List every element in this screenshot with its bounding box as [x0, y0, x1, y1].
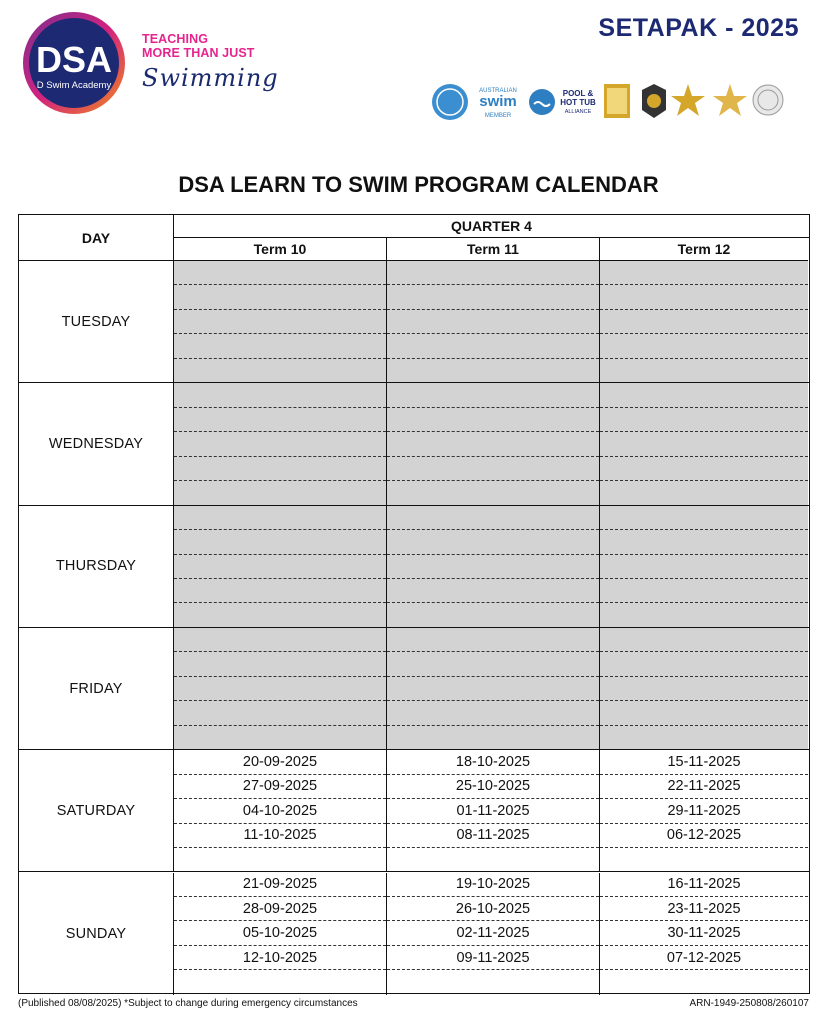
- session-date: [600, 408, 808, 432]
- term-cell: [174, 873, 386, 995]
- session-date: 29-11-2025: [600, 799, 808, 823]
- session-date: 05-10-2025: [174, 921, 386, 945]
- session-date: [387, 652, 599, 676]
- award-badges: [430, 80, 790, 124]
- session-date: [600, 261, 808, 285]
- session-date: 07-12-2025: [600, 946, 808, 970]
- session-date: 20-09-2025: [174, 750, 386, 774]
- session-date: [174, 970, 386, 994]
- pool-line3: ALLIANCE: [564, 109, 592, 115]
- session-date: [600, 383, 808, 407]
- session-date: [387, 701, 599, 725]
- session-date: [600, 359, 808, 383]
- unavailable-term-cell: [174, 261, 386, 382]
- member-line2: swim: [479, 93, 517, 110]
- unavailable-term-cell: [599, 261, 808, 382]
- session-date: [387, 457, 599, 481]
- session-date: [174, 383, 386, 407]
- session-date: 06-12-2025: [600, 824, 808, 848]
- term-cell: [174, 750, 386, 871]
- session-date: [387, 408, 599, 432]
- session-date: [600, 726, 808, 750]
- unavailable-term-cell: [599, 383, 808, 504]
- session-date: [174, 579, 386, 603]
- session-date: 18-10-2025: [387, 750, 599, 774]
- session-date: [174, 677, 386, 701]
- day-label: SUNDAY: [19, 873, 174, 995]
- session-date: [174, 555, 386, 579]
- session-date: 12-10-2025: [174, 946, 386, 970]
- session-date: [174, 432, 386, 456]
- term-header: Term 12: [599, 238, 808, 261]
- unavailable-term-cell: [386, 628, 599, 749]
- session-date: [600, 432, 808, 456]
- session-date: [174, 603, 386, 627]
- award-seal-icon: [432, 84, 468, 120]
- session-date: [387, 310, 599, 334]
- day-row: [19, 750, 809, 872]
- session-date: [600, 701, 808, 725]
- session-date: [600, 506, 808, 530]
- branch-title: SETAPAK - 2025: [598, 14, 799, 42]
- session-date: 15-11-2025: [600, 750, 808, 774]
- tagline-line2: MORE THAN JUST: [142, 46, 255, 60]
- logo-subtext: D Swim Academy: [36, 80, 112, 91]
- session-date: [387, 334, 599, 358]
- session-date: [174, 530, 386, 554]
- session-date: [600, 334, 808, 358]
- session-date: [174, 285, 386, 309]
- session-date: [387, 579, 599, 603]
- session-date: [174, 310, 386, 334]
- session-date: 30-11-2025: [600, 921, 808, 945]
- session-date: [600, 848, 808, 872]
- day-row: [19, 383, 809, 505]
- session-date: [174, 701, 386, 725]
- term-cell: [386, 750, 599, 871]
- session-date: [600, 285, 808, 309]
- term-header: Term 11: [386, 238, 599, 261]
- session-date: [600, 579, 808, 603]
- unavailable-term-cell: [174, 506, 386, 627]
- winner-award-badge: [642, 84, 666, 118]
- session-date: [174, 334, 386, 358]
- session-date: [174, 726, 386, 750]
- term-cell: [599, 750, 808, 871]
- day-row: [19, 261, 809, 383]
- session-date: [387, 530, 599, 554]
- day-row: [19, 628, 809, 750]
- unavailable-term-cell: [386, 506, 599, 627]
- member-line1: AUSTRALIAN: [479, 88, 517, 94]
- quarter-header: QUARTER 4: [174, 215, 809, 238]
- day-label: TUESDAY: [19, 261, 174, 382]
- day-header: DAY: [19, 215, 174, 261]
- tagline-line1: TEACHING: [142, 32, 209, 46]
- pool-line2: HOT TUB: [560, 98, 596, 107]
- tagline: [142, 32, 255, 60]
- session-date: [600, 555, 808, 579]
- session-date: [174, 652, 386, 676]
- session-date: 28-09-2025: [174, 897, 386, 921]
- session-date: [174, 359, 386, 383]
- session-date: [600, 481, 808, 505]
- session-date: [174, 261, 386, 285]
- session-date: 02-11-2025: [387, 921, 599, 945]
- page-title: DSA LEARN TO SWIM PROGRAM CALENDAR: [178, 172, 659, 197]
- award-seal-icon: [753, 85, 783, 115]
- day-label: SATURDAY: [19, 750, 174, 871]
- term-cell: [599, 873, 808, 995]
- session-date: [600, 652, 808, 676]
- session-date: [387, 603, 599, 627]
- member-line3: MEMBER: [484, 113, 512, 119]
- unavailable-term-cell: [174, 628, 386, 749]
- australian-swim-schools-member-badge: [479, 88, 517, 119]
- session-date: [387, 285, 599, 309]
- session-date: [387, 432, 599, 456]
- session-date: 16-11-2025: [600, 873, 808, 897]
- session-date: [387, 628, 599, 652]
- session-date: [387, 848, 599, 872]
- session-date: [387, 359, 599, 383]
- session-date: [600, 603, 808, 627]
- winner-award-badge: [604, 84, 630, 118]
- day-row: [19, 506, 809, 628]
- unavailable-term-cell: [174, 383, 386, 504]
- session-date: 11-10-2025: [174, 824, 386, 848]
- session-date: [600, 457, 808, 481]
- session-date: [387, 261, 599, 285]
- session-date: [600, 970, 808, 994]
- day-label: FRIDAY: [19, 628, 174, 749]
- session-date: 09-11-2025: [387, 946, 599, 970]
- session-date: 21-09-2025: [174, 873, 386, 897]
- session-date: 04-10-2025: [174, 799, 386, 823]
- session-date: 08-11-2025: [387, 824, 599, 848]
- session-date: [600, 310, 808, 334]
- program-calendar-table: [18, 214, 810, 994]
- day-label: WEDNESDAY: [19, 383, 174, 504]
- session-date: 26-10-2025: [387, 897, 599, 921]
- session-date: 27-09-2025: [174, 775, 386, 799]
- session-date: 19-10-2025: [387, 873, 599, 897]
- session-date: [387, 970, 599, 994]
- footer-reference: ARN-1949-250808/260107: [689, 998, 809, 1009]
- session-date: [387, 677, 599, 701]
- session-date: [387, 506, 599, 530]
- session-date: [174, 481, 386, 505]
- logo-text: DSA: [35, 39, 113, 80]
- unavailable-term-cell: [386, 383, 599, 504]
- day-label: THURSDAY: [19, 506, 174, 627]
- session-date: [600, 677, 808, 701]
- unavailable-term-cell: [599, 628, 808, 749]
- unavailable-term-cell: [386, 261, 599, 382]
- winner-star-badge: [671, 84, 705, 116]
- session-date: [387, 481, 599, 505]
- session-date: [600, 530, 808, 554]
- star-award-badge: [713, 84, 747, 116]
- session-date: 23-11-2025: [600, 897, 808, 921]
- session-date: [174, 506, 386, 530]
- term-header: Term 10: [174, 238, 386, 261]
- session-date: 22-11-2025: [600, 775, 808, 799]
- session-date: [174, 457, 386, 481]
- pool-hot-tub-alliance-badge: [529, 89, 596, 115]
- dsa-logo: [20, 10, 128, 116]
- session-date: [600, 628, 808, 652]
- session-date: [387, 383, 599, 407]
- footer-note: (Published 08/08/2025) *Subject to change during emergency circumstances: [18, 998, 358, 1009]
- unavailable-term-cell: [599, 506, 808, 627]
- session-date: [174, 408, 386, 432]
- session-date: [174, 628, 386, 652]
- tagline-script: Swimming: [142, 64, 279, 92]
- session-date: [174, 848, 386, 872]
- session-date: [387, 555, 599, 579]
- session-date: 01-11-2025: [387, 799, 599, 823]
- term-cell: [386, 873, 599, 995]
- pool-line1: POOL &: [562, 89, 594, 98]
- session-date: 25-10-2025: [387, 775, 599, 799]
- day-row: [19, 873, 809, 995]
- session-date: [387, 726, 599, 750]
